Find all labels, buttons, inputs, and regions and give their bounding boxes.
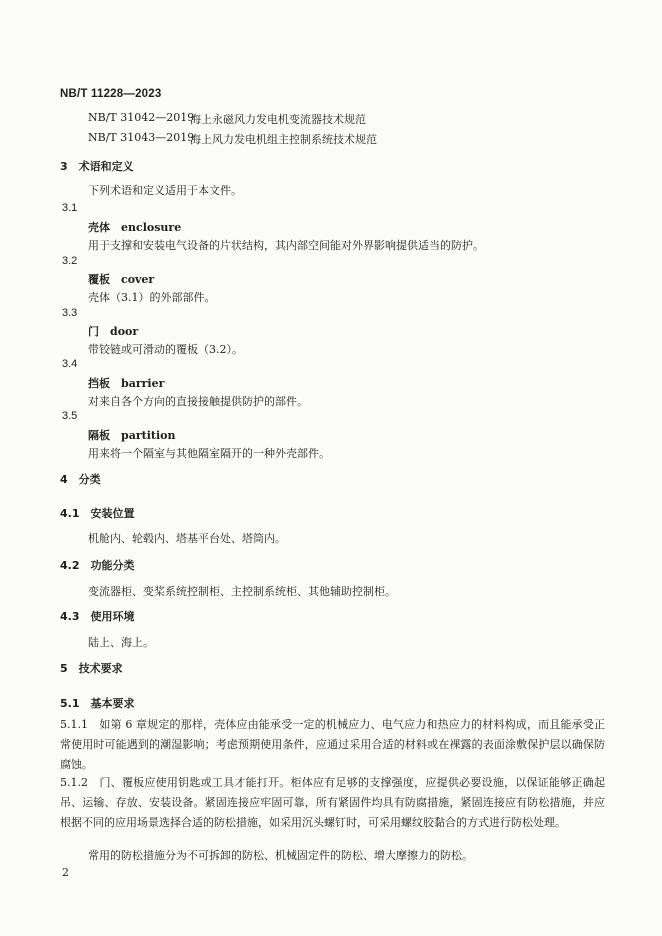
term-3-5: 隔板 partition [88,429,176,442]
section-4-1-heading: 4.1 安装位置 [60,507,135,520]
term-number-3-4: 3.4 [62,358,78,370]
section-5-1-heading: 5.1 基本要求 [60,697,135,710]
reference-title-2: 海上风力发电机组主控制系统技术规范 [190,133,377,146]
definition-3-2: 壳体（3.1）的外部部件。 [88,291,216,304]
term-3-3: 门 door [88,325,139,338]
term-3-2: 覆板 cover [88,273,155,286]
definition-3-1: 用于支撑和安装电气设备的片状结构，其内部空间能对外界影响提供适当的防护。 [88,239,484,252]
reference-code-2: NB/T 31043—2019 [88,131,195,144]
section-4-heading: 4 分类 [60,473,101,486]
section-5-heading: 5 技术要求 [60,662,123,675]
term-number-3-5: 3.5 [62,410,78,422]
section-3-heading: 3 术语和定义 [60,160,134,173]
reference-code-1: NB/T 31042—2019 [88,111,195,124]
term-number-3-2: 3.2 [62,255,78,267]
section-3-intro: 下列术语和定义适用于本文件。 [88,184,242,197]
definition-3-3: 带铰链或可滑动的覆板（3.2）。 [88,343,243,356]
section-4-2-text: 变流器柜、变桨系统控制柜、主控制系统柜、其他辅助控制柜。 [88,585,396,598]
section-4-3-text: 陆上、海上。 [88,636,154,649]
page-number: 2 [62,866,69,879]
term-3-4: 挡板 barrier [88,377,165,390]
reference-title-1: 海上永磁风力发电机变流器技术规范 [190,113,366,126]
paragraph-anti-loosening: 常用的防松措施分为不可拆卸的防松、机械固定件的防松、增大摩擦力的防松。 [88,849,473,862]
section-4-3-heading: 4.3 使用环境 [60,610,135,623]
paragraph-5-1-1: 5.1.1 如第 6 章规定的那样，壳体应由能承受一定的机械应力、电气应力和热应力的材料构成，而且能承受正常使用时可能遇到的潮湿影响；考虑预期使用条件，应通过采用合适的材料或在裸露的表面涂敷保护层以确保防腐蚀。 [60,718,605,771]
term-number-3-1: 3.1 [62,202,78,214]
section-4-1-text: 机舱内、轮毂内、塔基平台处、塔筒内。 [88,532,286,545]
term-number-3-3: 3.3 [62,307,78,319]
standard-code-header: NB/T 11228—2023 [60,88,162,100]
term-3-1: 壳体 enclosure [88,221,182,234]
definition-3-4: 对来自各个方向的直接接触提供防护的部件。 [88,395,308,408]
definition-3-5: 用来将一个隔室与其他隔室隔开的一种外壳部件。 [88,447,330,460]
section-4-2-heading: 4.2 功能分类 [60,559,135,572]
paragraph-5-1-2: 5.1.2 门、覆板应使用钥匙或工具才能打开。柜体应有足够的支撑强度，应提供必要设施，以保证能够正确起吊、运输、存放、安装设备。紧固连接应牢固可靠，所有紧固件均具有防腐措施，紧固连接应有防松措施，并应根据不同的应用场景选择合适的防松措施，如采用沉头螺钉时，可采用螺纹胶黏合的方式进行防松处理。 [60,776,605,829]
